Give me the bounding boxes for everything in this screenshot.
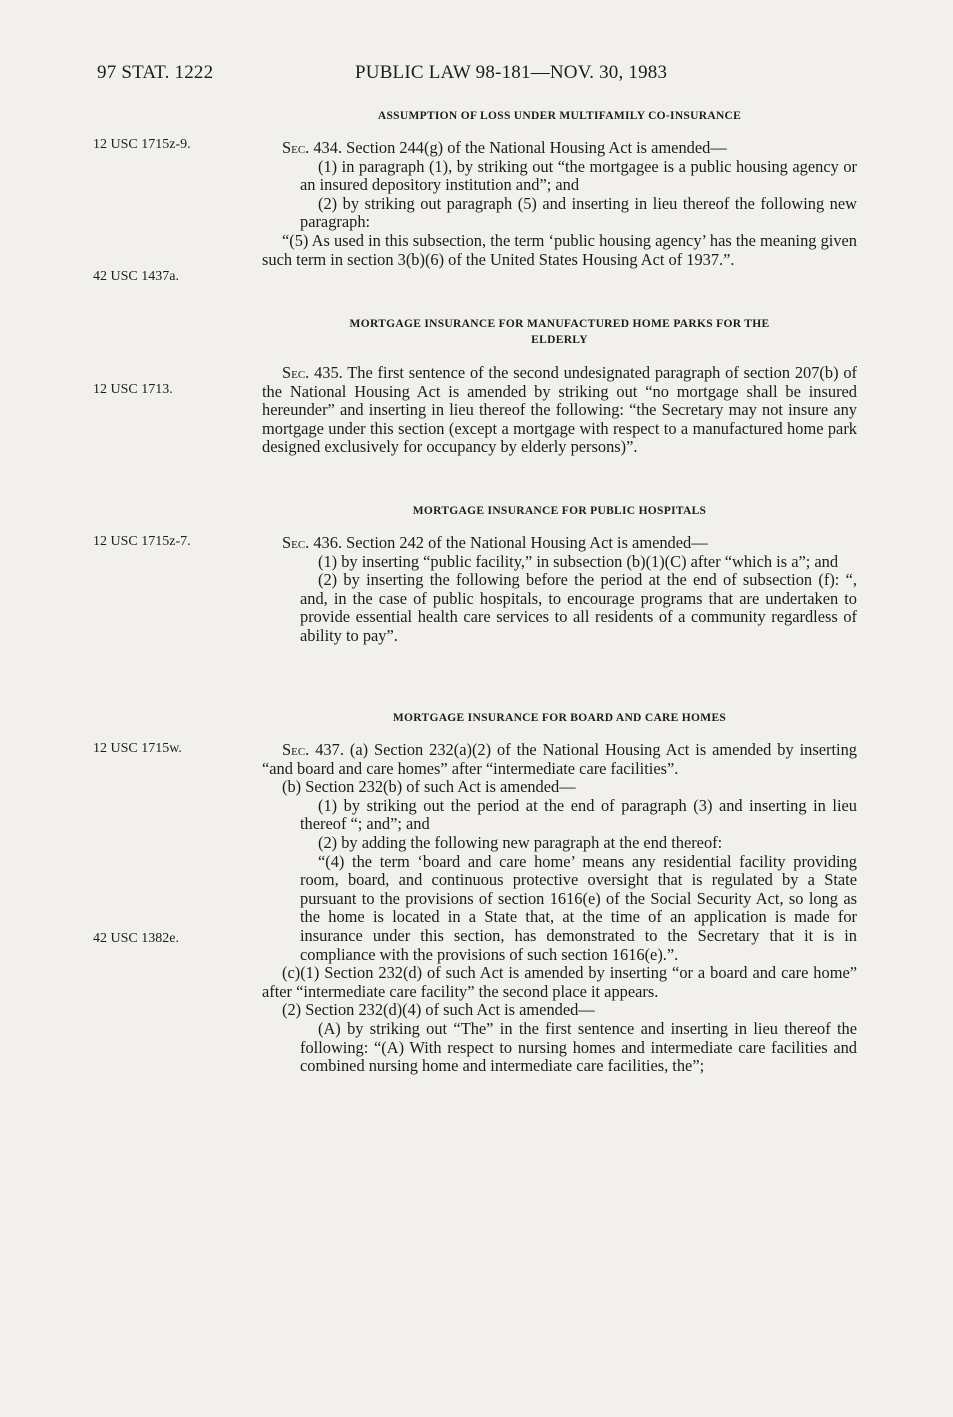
section-heading: ELDERLY: [531, 334, 588, 346]
section-437-heading: [262, 710, 857, 726]
margin-note: 42 USC 1437a.: [93, 269, 179, 284]
margin-note: 12 USC 1713.: [93, 382, 173, 397]
section-lead: Section 242 of the National Housing Act is amended—: [342, 533, 708, 552]
margin-note: 12 USC 1715w.: [93, 741, 182, 756]
quoted-paragraph: “(5) As used in this subsection, the term ‘public housing agency’ has the meaning given such term in section 3(b)(6) of the United States Housing Act of 1937.”.: [262, 230, 857, 269]
paragraph-item: (1) by striking out the period at the end of paragraph (3) and inserting in lieu thereof “; and”; and: [300, 795, 857, 834]
section-label: Sec. 435.: [282, 363, 343, 382]
paragraph: [262, 741, 857, 778]
subsection-a: (a) Section 232(a)(2) of the National Housing Act is amended by inserting “and board and care homes” after “intermediate care facilities”.: [262, 740, 857, 778]
page-header-title: PUBLIC LAW 98-181—NOV. 30, 1983: [355, 62, 668, 83]
paragraph: [262, 534, 857, 553]
section-text: The first sentence of the second undesignated paragraph of section 207(b) of the National Housing Act is amended by striking out “no mortgage shall be insured hereunder” and inserting in lieu thereof the following: “the Secretary may not insure any mortgage under this section (except a mortgage with respect to a manufactured home park designed exclusively for occupancy by elderly persons)”.: [262, 363, 858, 457]
paragraph-item: (2) by adding the following new paragraph at the end thereof:: [318, 832, 723, 852]
section-436-heading: [262, 503, 857, 519]
paragraph-item: (2) by striking out paragraph (5) and inserting in lieu thereof the following new paragraph:: [300, 193, 857, 232]
paragraph-item: (A) by striking out “The” in the first sentence and inserting in lieu thereof the following: “(A) With respect to nursing homes and intermediate care facilities and combined nursing home and intermediate care facilities, the”;: [300, 1018, 857, 1076]
paragraph-item: (1) in paragraph (1), by striking out “the mortgagee is a public housing agency or an insured depository institution and”; and: [300, 156, 857, 195]
paragraph-item: (2) by inserting the following before the period at the end of subsection (f): “, and, in the case of public hospitals, to encourage programs that are undertaken to provide essential health care services to all residents of a community regardless of ability to pay”.: [300, 570, 857, 645]
section-436-body: [262, 534, 857, 646]
paragraph: [262, 139, 857, 158]
quoted-paragraph: “(4) the term ‘board and care home’ means any residential facility providing room, board, and continuous protective oversight that is regulated by a State pursuant to the provisions of section 1616(e) of the Social Security Act, so long as the home is located in a State that, at the time of an application is made for insurance under this section, has demonstrated to the Secretary that it is in compliance with the provisions of such section 1616(e).”.: [300, 851, 857, 964]
margin-note: 12 USC 1715z-9.: [93, 137, 191, 152]
section-label: Sec. 437.: [282, 740, 344, 759]
subsection-b-lead: (b) Section 232(b) of such Act is amended—: [282, 777, 576, 797]
section-435-body: [262, 364, 857, 457]
subsection-c1: (c)(1) Section 232(d) of such Act is amended by inserting “or a board and care home” after “intermediate care facility” the second place it appears.: [262, 963, 857, 1001]
page-header-stat: 97 STAT. 1222: [97, 62, 214, 83]
section-heading: MORTGAGE INSURANCE FOR BOARD AND CARE HOMES: [392, 712, 727, 724]
section-435-heading: [262, 316, 857, 348]
paragraph-item: (1) by inserting “public facility,” in subsection (b)(1)(C) after “which is a”; and: [318, 551, 839, 571]
margin-note: 42 USC 1382e.: [93, 931, 179, 946]
section-lead: Section 244(g) of the National Housing Act is amended—: [342, 138, 727, 157]
margin-note: 12 USC 1715z-7.: [93, 534, 191, 549]
section-434-body: [262, 139, 857, 269]
section-heading: MORTGAGE INSURANCE FOR PUBLIC HOSPITALS: [412, 505, 707, 517]
section-437-body: [262, 741, 857, 1076]
section-heading: ASSUMPTION OF LOSS UNDER MULTIFAMILY CO-INSURANCE: [377, 110, 742, 122]
section-434: [262, 108, 857, 124]
paragraph: [262, 364, 857, 457]
section-label: Sec. 436.: [282, 533, 343, 552]
subsection-c2: (2) Section 232(d)(4) of such Act is amended—: [282, 1000, 595, 1020]
section-heading: MORTGAGE INSURANCE FOR MANUFACTURED HOME PARKS FOR THE: [349, 318, 770, 330]
section-label: Sec. 434.: [282, 138, 343, 157]
